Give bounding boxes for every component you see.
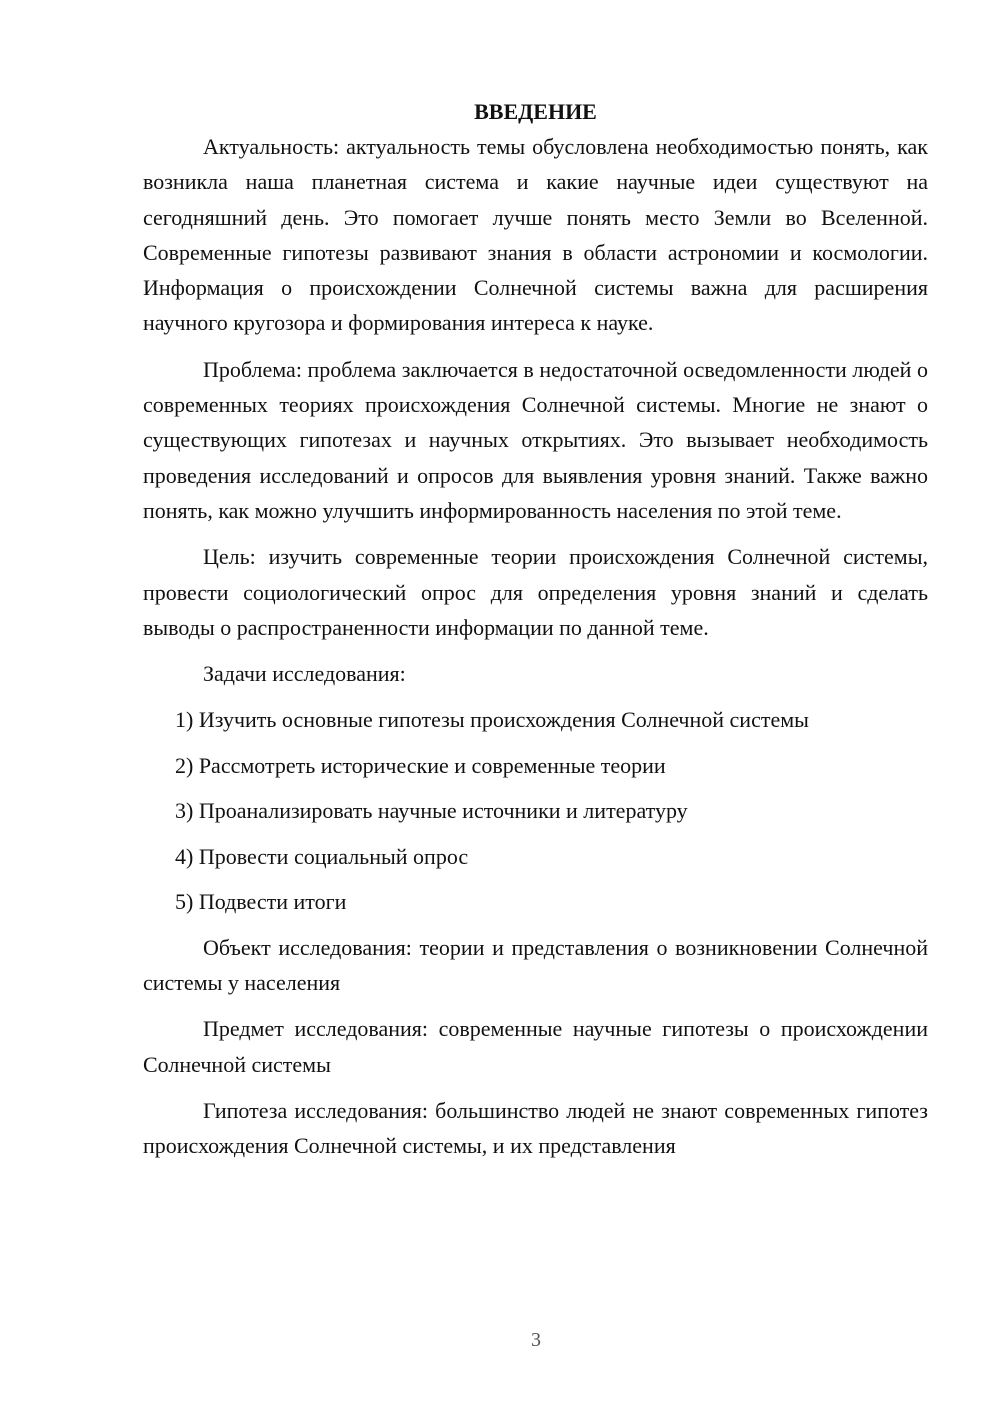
document-page: [143, 94, 928, 1174]
list-item: 2) Рассмотреть исторические и современные теории: [175, 752, 666, 778]
list-item: 4) Провести социальный опрос: [175, 843, 469, 869]
goal-paragraph: Цель: изучить современные теории происхождения Солнечной системы, провести социологический опрос для определения уровня знаний и сделать выводы о распространенности информации по данной теме.: [143, 544, 928, 640]
tasks-intro: Задачи исследования:: [203, 661, 406, 687]
object-paragraph: Объект исследования: теории и представления о возникновении Солнечной системы у населения: [143, 934, 928, 995]
list-item: 5) Подвести итоги: [175, 889, 347, 915]
tasks-list: [143, 702, 928, 919]
page-number: 3: [531, 1329, 541, 1351]
hypothesis-paragraph: Гипотеза исследования: большинство людей не знают современных гипотез происхождения Солнечной системы, и их представления: [143, 1097, 928, 1159]
relevance-paragraph: Актуальность: актуальность темы обусловлена необходимостью понять, как возникла наша планетная система и какие научные идеи существуют на сегодняшний день. Это помогает лучше понять место Земли во Вселенной. Современные гипотезы развивают знания в области астрономии и космологии. Информация о происхождении Солнечной системы важна для расширения научного кругозора и формирования интереса к науке.: [143, 134, 928, 336]
page-title: ВВЕДЕНИЕ: [474, 99, 597, 124]
problem-paragraph: Проблема: проблема заключается в недостаточной осведомленности людей о современных теориях происхождения Солнечной системы. Многие не знают о существующих гипотезах и научных открытиях. Это вызывает необходимость проведения исследований и опросов для выявления уровня знаний. Также важно понять, как можно улучшить информированность населения по этой теме.: [143, 356, 928, 523]
list-item: 1) Изучить основные гипотезы происхождения Солнечной системы: [175, 707, 809, 733]
subject-paragraph: Предмет исследования: современные научные гипотезы о происхождении Солнечной системы: [143, 1016, 928, 1077]
list-item: 3) Проанализировать научные источники и литературу: [175, 798, 688, 824]
